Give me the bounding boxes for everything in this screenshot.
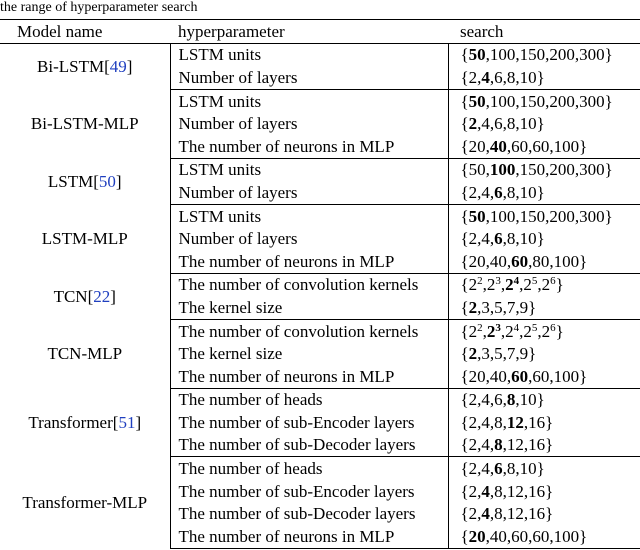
model-name-cell	[0, 89, 170, 158]
search-range-cell	[448, 250, 640, 273]
search-text: ,40,60,60,100}	[485, 526, 588, 546]
exponent: 6	[550, 275, 556, 288]
model-name-cell: LSTM[50]	[0, 158, 170, 204]
exponent: 5	[531, 275, 538, 288]
search-text: {2,4,	[460, 435, 495, 455]
exponent: 5	[531, 321, 538, 334]
citation-link[interactable]: 50	[98, 171, 116, 191]
search-range-cell	[448, 480, 640, 503]
hyperparameter-cell: LSTM units	[170, 204, 448, 227]
hyperparameter-cell: The number of heads	[170, 457, 448, 480]
search-text: {2,4,	[460, 182, 495, 202]
model-name: Bi-LSTM-MLP	[30, 114, 139, 134]
model-name-cell: Bi-LSTM[49]	[0, 43, 170, 89]
table-row	[0, 273, 640, 296]
search-text: {2	[460, 275, 478, 295]
search-range-cell	[448, 296, 640, 319]
table-row	[0, 319, 640, 342]
selected-value: 20	[468, 526, 486, 546]
search-range-cell	[448, 434, 640, 457]
search-text: {2	[460, 321, 478, 341]
selected-value: 2	[468, 114, 478, 134]
search-range-cell	[448, 342, 640, 365]
search-range-cell	[448, 502, 640, 525]
exponent: 3	[495, 321, 501, 334]
search-text: ,8,10}	[502, 182, 545, 202]
selected-value: 8	[494, 435, 503, 455]
search-text: {2,	[460, 67, 482, 87]
table-body	[0, 43, 640, 548]
search-range-cell	[448, 43, 640, 66]
search-text: ,8,10}	[502, 459, 545, 479]
exponent: 4	[513, 321, 520, 334]
exponent: 6	[550, 321, 556, 334]
search-range-cell	[448, 319, 640, 342]
hyperparameter-cell: The number of neurons in MLP	[170, 525, 448, 548]
search-text: {	[460, 206, 469, 226]
table-row	[0, 158, 640, 181]
search-text: ,150,200,300}	[515, 160, 613, 180]
search-text: ,4,6,8,10}	[477, 114, 545, 134]
search-text: ,16}	[523, 412, 554, 432]
hyperparameter-table-container	[0, 19, 640, 549]
model-name: LSTM-MLP	[41, 229, 128, 249]
search-range-cell	[448, 411, 640, 434]
search-text: ,10}	[515, 390, 545, 410]
hyperparameter-cell: The number of convolution kernels	[170, 319, 448, 342]
selected-value: 2	[486, 321, 496, 341]
hyperparameter-cell: The number of neurons in MLP	[170, 365, 448, 388]
search-text: ,3,5,7,9}	[477, 297, 537, 317]
search-range-cell	[448, 388, 640, 411]
search-text: {2,	[460, 504, 482, 524]
selected-value: 2	[505, 275, 514, 295]
search-text: ,80,100}	[528, 251, 588, 271]
search-range-cell	[448, 158, 640, 181]
hyperparameter-cell: Number of layers	[170, 181, 448, 204]
hyperparameter-cell: The number of sub-Encoder layers	[170, 411, 448, 434]
model-name-cell: TCN[22]	[0, 273, 170, 319]
header-hyperparameter: hyperparameter	[170, 20, 448, 44]
search-text: {	[460, 114, 469, 134]
search-text: {	[460, 91, 469, 111]
table-row	[0, 388, 640, 411]
selected-value: 12	[506, 412, 524, 432]
selected-value: 8	[506, 390, 516, 410]
hyperparameter-cell: The number of convolution kernels	[170, 273, 448, 296]
hyperparameter-cell: The number of neurons in MLP	[170, 250, 448, 273]
hyperparameter-cell: The number of sub-Encoder layers	[170, 480, 448, 503]
search-text: ,2	[537, 275, 551, 295]
search-text: ,8,12,16}	[489, 481, 554, 501]
selected-value: 60	[511, 251, 529, 271]
exponent: 2	[477, 275, 483, 288]
search-text: {50,	[460, 160, 490, 180]
search-text: }	[555, 321, 564, 341]
selected-value: 6	[494, 182, 503, 202]
search-range-cell	[448, 273, 640, 296]
search-text: ,2	[500, 321, 514, 341]
search-text: }	[555, 275, 564, 295]
search-text: ,60,100}	[528, 366, 588, 386]
model-name-cell	[0, 319, 170, 388]
search-text: {2,4,6,	[460, 390, 507, 410]
search-text: ,60,60,100}	[506, 136, 588, 156]
table-row	[0, 89, 640, 112]
hyperparameter-cell: LSTM units	[170, 158, 448, 181]
selected-value: 50	[468, 45, 486, 65]
hyperparameter-cell: Number of layers	[170, 227, 448, 250]
search-text: {2,4,	[460, 229, 495, 249]
header-search: search	[448, 20, 640, 44]
search-text: ,100,150,200,300}	[485, 45, 613, 65]
search-range-cell	[448, 365, 640, 388]
search-text: {	[460, 45, 469, 65]
selected-value: 50	[468, 91, 486, 111]
model-name: TCN-MLP	[47, 344, 123, 364]
search-text: {2,	[460, 481, 482, 501]
search-range-cell	[448, 227, 640, 250]
search-text: ,100,150,200,300}	[485, 206, 613, 226]
search-text: {2,4,8,	[460, 412, 507, 432]
model-name-cell	[0, 457, 170, 548]
model-name: LSTM	[47, 171, 94, 191]
selected-value: 4	[481, 67, 490, 87]
hyperparameter-cell: LSTM units	[170, 43, 448, 66]
search-range-cell	[448, 112, 640, 135]
search-text: {	[460, 297, 469, 317]
table-caption: the range of hyperparameter search	[0, 0, 198, 15]
search-range-cell	[448, 204, 640, 227]
search-text: ,3,5,7,9}	[477, 344, 537, 364]
search-text: ,8,12,16}	[489, 504, 554, 524]
hyperparameter-cell: Number of layers	[170, 112, 448, 135]
search-range-cell	[448, 89, 640, 112]
hyperparameter-cell: LSTM units	[170, 89, 448, 112]
selected-value: 2	[468, 344, 478, 364]
hyperparameter-cell: The number of neurons in MLP	[170, 135, 448, 158]
model-name: TCN	[53, 286, 88, 306]
search-range-cell	[448, 66, 640, 89]
search-text: {20,40,	[460, 251, 512, 271]
model-name-cell: Transformer[51]	[0, 388, 170, 457]
citation-link[interactable]: 51	[118, 412, 136, 432]
search-text: {20,	[460, 136, 490, 156]
search-text: ,100,150,200,300}	[485, 91, 613, 111]
search-text: ,8,10}	[502, 229, 545, 249]
search-range-cell	[448, 525, 640, 548]
hyperparameter-cell: The number of sub-Decoder layers	[170, 502, 448, 525]
search-text: ,2	[519, 321, 532, 341]
header-model-name: Model name	[0, 20, 170, 44]
model-name: Transformer	[28, 412, 113, 432]
hyperparameter-table	[0, 19, 640, 549]
search-text: ,	[482, 321, 487, 341]
selected-value: 40	[489, 136, 507, 156]
search-text: ,2	[537, 321, 551, 341]
search-text: ,	[500, 275, 506, 295]
table-row	[0, 204, 640, 227]
search-range-cell	[448, 457, 640, 480]
exponent: 2	[477, 321, 483, 334]
selected-value: 100	[489, 160, 516, 180]
search-text: ,12,16}	[502, 435, 554, 455]
search-text: {2,4,	[460, 459, 495, 479]
search-text: {	[460, 526, 469, 546]
header-row	[0, 20, 640, 44]
selected-value: 2	[468, 297, 478, 317]
search-text: ,2	[519, 275, 532, 295]
selected-value: 4	[481, 504, 490, 524]
search-text: ,2	[482, 275, 496, 295]
hyperparameter-cell: Number of layers	[170, 66, 448, 89]
table-row	[0, 43, 640, 66]
model-name-cell	[0, 204, 170, 273]
selected-value: 6	[494, 459, 503, 479]
selected-value: 60	[511, 366, 529, 386]
hyperparameter-cell: The kernel size	[170, 296, 448, 319]
selected-value: 6	[494, 229, 503, 249]
hyperparameter-cell: The number of sub-Decoder layers	[170, 434, 448, 457]
search-range-cell	[448, 181, 640, 204]
exponent: 3	[495, 275, 501, 288]
hyperparameter-cell: The kernel size	[170, 342, 448, 365]
model-name: Transformer-MLP	[22, 492, 148, 512]
model-name: Bi-LSTM	[37, 56, 105, 76]
citation-link[interactable]: 49	[109, 56, 127, 76]
search-text: {	[460, 344, 469, 364]
selected-value: 50	[468, 206, 486, 226]
hyperparameter-cell: The number of heads	[170, 388, 448, 411]
selected-value: 4	[481, 481, 490, 501]
citation-link[interactable]: 22	[93, 286, 111, 306]
search-text: {20,40,	[460, 366, 512, 386]
table-row	[0, 457, 640, 480]
search-text: ,6,8,10}	[489, 67, 545, 87]
search-range-cell	[448, 135, 640, 158]
table-header	[0, 20, 640, 44]
exponent: 4	[513, 275, 520, 288]
